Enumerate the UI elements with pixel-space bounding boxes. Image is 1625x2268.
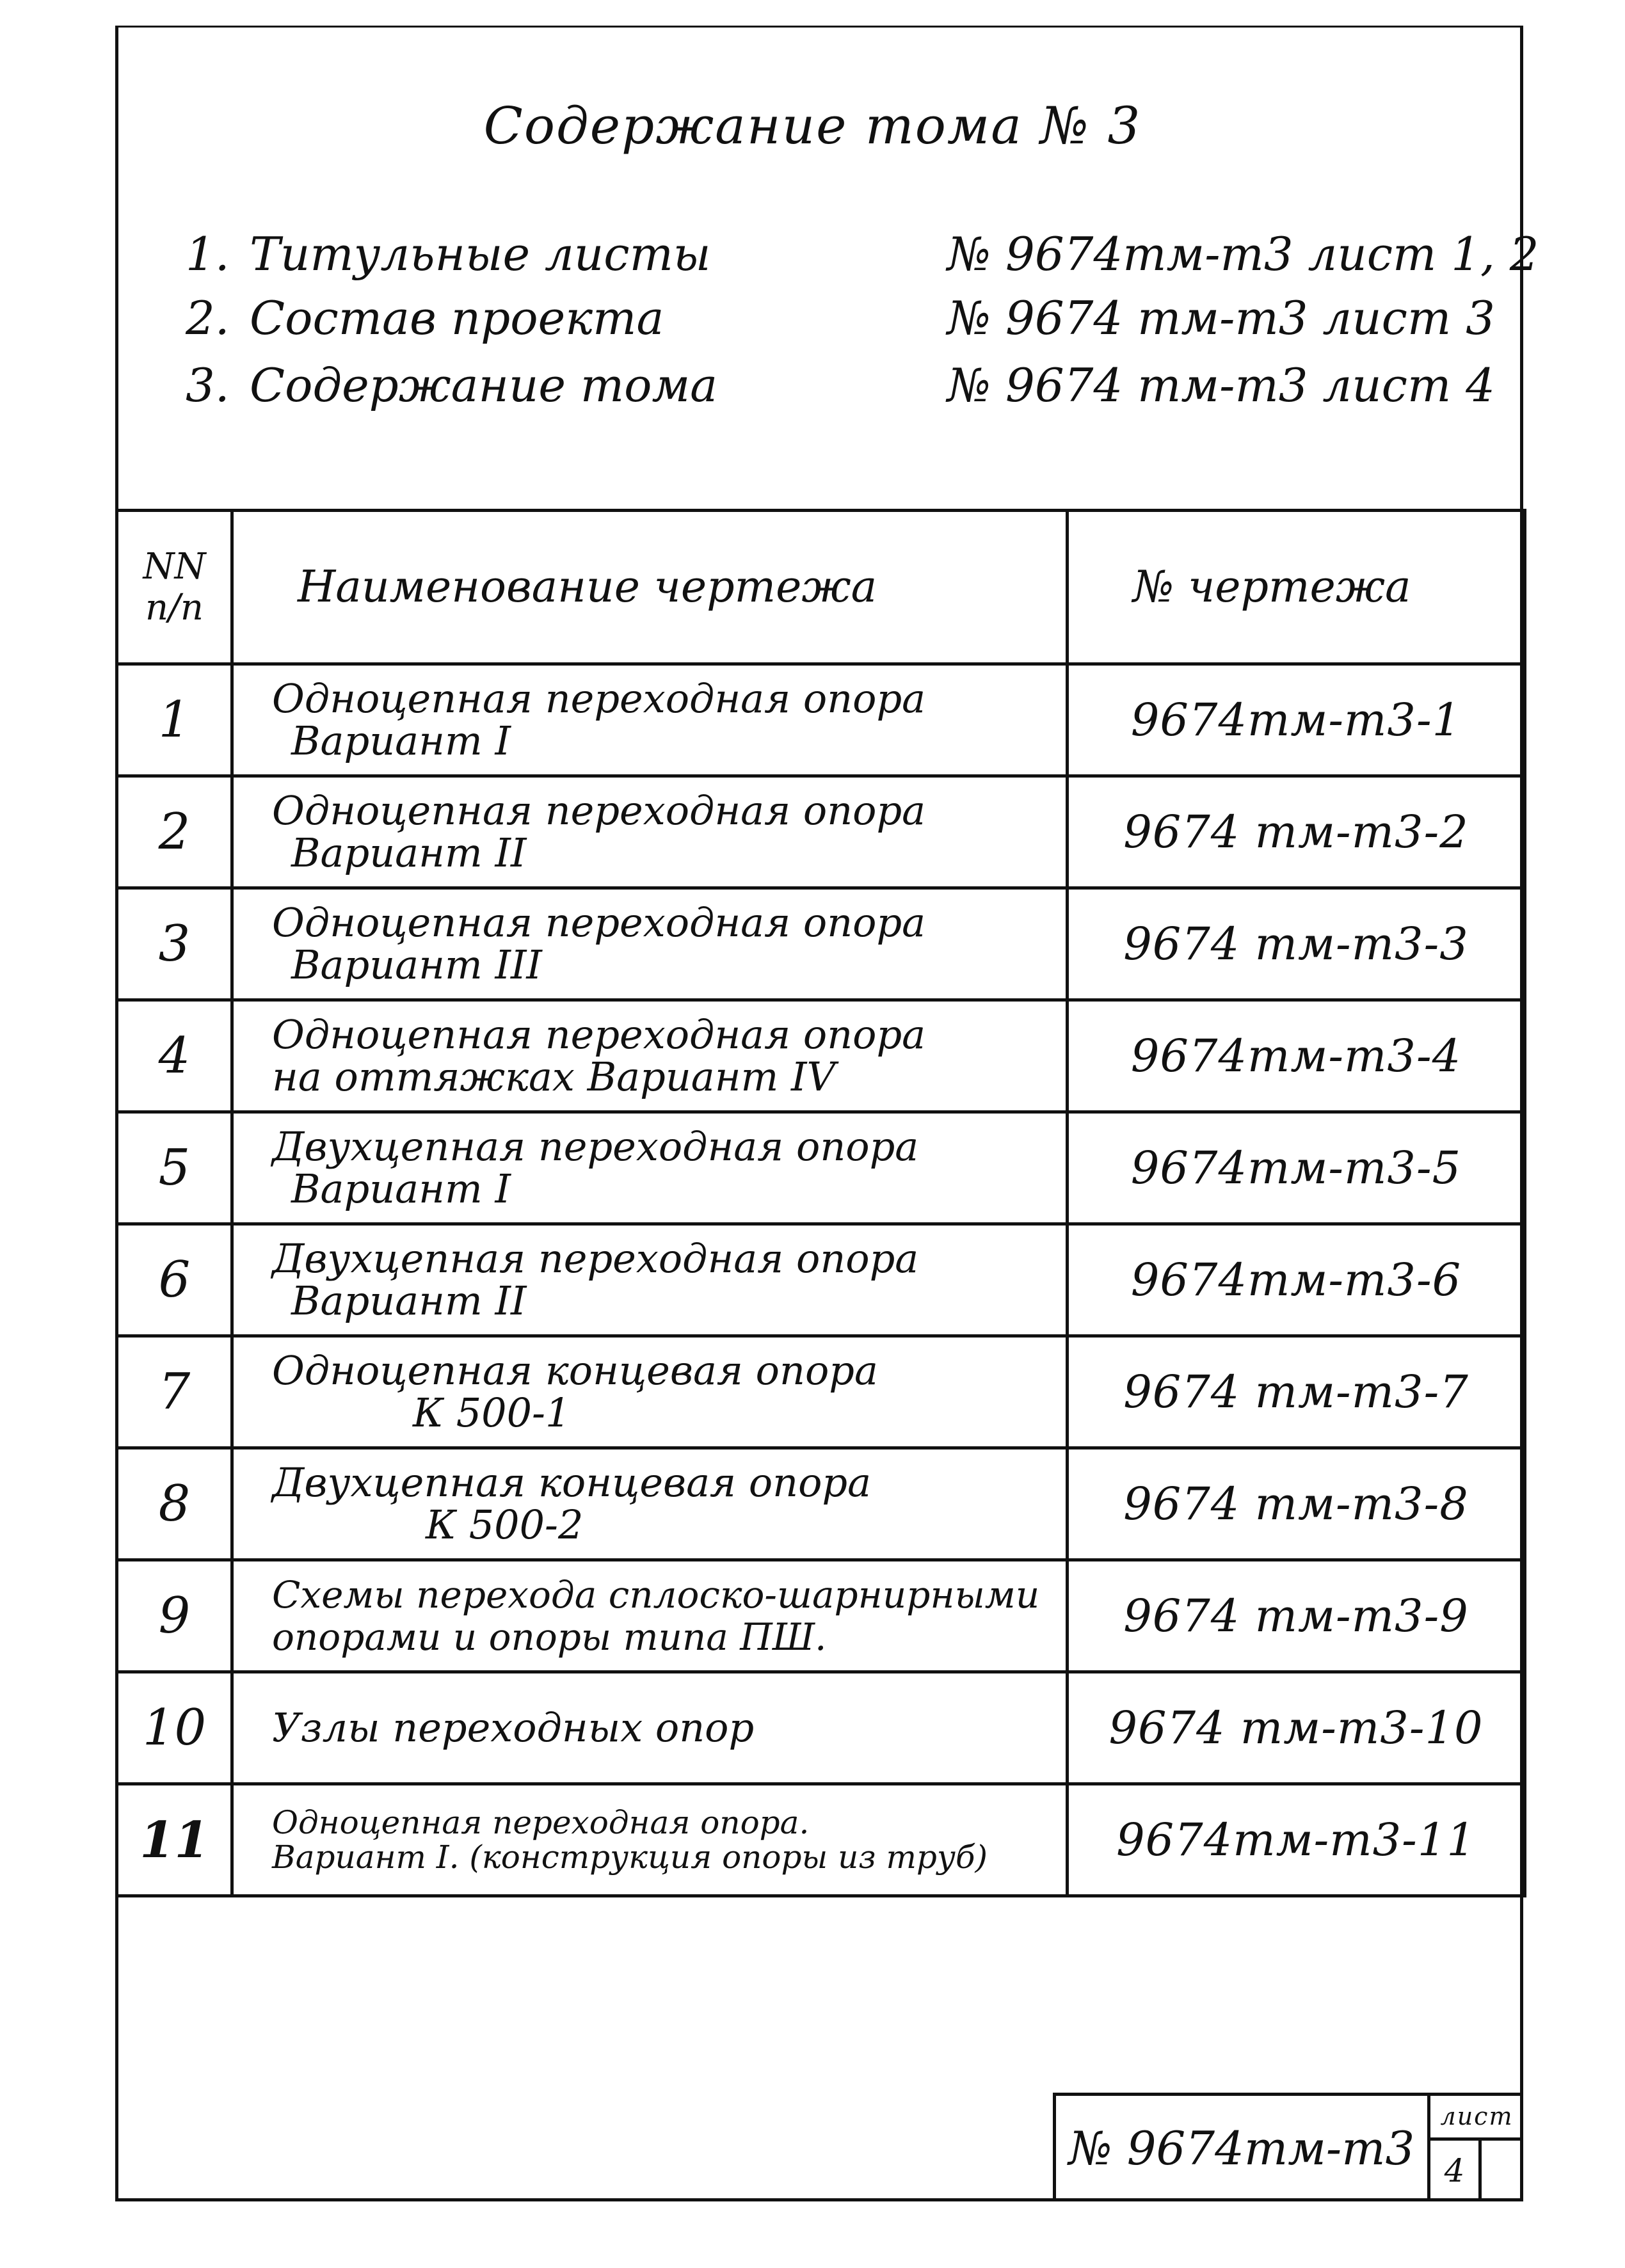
sheet-label: лист <box>1430 2096 1523 2141</box>
contents-item-index: 1. <box>186 227 230 281</box>
row-name <box>232 1112 1068 1224</box>
column-header-name: Наименование чертежа <box>232 511 1068 664</box>
table-row <box>117 888 1525 1000</box>
row-name <box>232 1784 1068 1896</box>
contents-item-index: 3. <box>186 358 230 412</box>
row-name <box>232 1224 1068 1336</box>
row-code: 9674 тм-т3-2 <box>1068 776 1525 888</box>
row-name-line2: на оттяжках Вариант IV <box>272 1053 836 1100</box>
row-code: 9674тм-т3-5 <box>1068 1112 1525 1224</box>
row-name-line1: Узлы переходных опор <box>272 1704 755 1751</box>
row-name-line1: Двухцепная концевая опора <box>272 1459 872 1506</box>
row-name-line2: Вариант II <box>291 829 527 876</box>
column-header-number-line2: п/п <box>145 586 204 628</box>
row-number: 5 <box>117 1112 232 1224</box>
row-code: 9674тм-т3-6 <box>1068 1224 1525 1336</box>
row-code: 9674 тм-т3-7 <box>1068 1336 1525 1448</box>
table-row <box>117 1784 1525 1896</box>
table-row <box>117 1336 1525 1448</box>
drawings-table <box>115 509 1526 1897</box>
row-name-line2: К 500-1 <box>413 1389 571 1436</box>
contents-item-ref: № 9674 тм-т3 лист 3 <box>947 291 1495 345</box>
row-name-line1: Одноцепная переходная опора. <box>272 1804 810 1841</box>
row-number: 10 <box>117 1672 232 1784</box>
contents-item-name: Содержание тома <box>250 358 718 412</box>
row-number: 8 <box>117 1448 232 1560</box>
row-name-line1: Одноцепная переходная опора <box>272 1011 926 1058</box>
row-name-line2: Вариант I <box>291 1165 511 1212</box>
column-header-code: № чертежа <box>1068 511 1525 664</box>
table-row <box>117 1224 1525 1336</box>
row-name <box>232 776 1068 888</box>
row-name-line1: Одноцепная переходная опора <box>272 899 926 946</box>
table-row <box>117 1560 1525 1672</box>
table-row <box>117 1448 1525 1560</box>
row-code: 9674тм-т3-11 <box>1068 1784 1525 1896</box>
row-name <box>232 888 1068 1000</box>
row-number: 4 <box>117 1000 232 1112</box>
row-name <box>232 1672 1068 1784</box>
row-code: 9674 тм-т3-10 <box>1068 1672 1525 1784</box>
sheet-number: 4 <box>1430 2141 1482 2201</box>
row-name <box>232 1448 1068 1560</box>
row-name-line2: Вариант III <box>291 941 542 988</box>
table-row <box>117 664 1525 776</box>
row-number: 6 <box>117 1224 232 1336</box>
row-code: 9674 тм-т3-9 <box>1068 1560 1525 1672</box>
row-name-line2: Вариант I <box>291 717 511 764</box>
row-number: 1 <box>117 664 232 776</box>
contents-item-name: Состав проекта <box>250 291 664 345</box>
row-name-line2: Вариант I. (конструкция опоры из труб) <box>272 1839 988 1876</box>
contents-item-index: 2. <box>186 291 230 345</box>
row-name <box>232 664 1068 776</box>
row-name-line1: Одноцепная переходная опора <box>272 787 926 834</box>
row-name-line1: Схемы перехода сплоско-шарнирными <box>272 1573 1040 1617</box>
row-name <box>232 1560 1068 1672</box>
row-name-line1: Одноцепная переходная опора <box>272 675 926 722</box>
title-block-code: № 9674тм-т3 <box>1068 2121 1415 2175</box>
column-header-number-line1: NN <box>143 545 206 587</box>
row-code: 9674тм-т3-4 <box>1068 1000 1525 1112</box>
row-name-line2: опорами и опоры типа ПШ. <box>272 1615 827 1659</box>
row-name-line1: Двухцепная переходная опора <box>272 1123 919 1170</box>
row-number: 9 <box>117 1560 232 1672</box>
row-name <box>232 1000 1068 1112</box>
row-code: 9674тм-т3-1 <box>1068 664 1525 776</box>
row-number: 11 <box>117 1784 232 1896</box>
row-name-line1: Одноцепная концевая опора <box>272 1347 878 1394</box>
row-code: 9674 тм-т3-8 <box>1068 1448 1525 1560</box>
page-title: Содержание тома № 3 <box>483 96 1142 156</box>
table-row <box>117 776 1525 888</box>
column-header-number <box>117 511 232 664</box>
row-name-line1: Двухцепная переходная опора <box>272 1235 919 1282</box>
row-number: 7 <box>117 1336 232 1448</box>
table-row <box>117 1112 1525 1224</box>
contents-item-ref: № 9674тм-т3 лист 1, 2 <box>947 227 1539 281</box>
row-code: 9674 тм-т3-3 <box>1068 888 1525 1000</box>
table-row <box>117 1672 1525 1784</box>
title-block-sheet <box>1427 2096 1523 2201</box>
contents-item-name: Титульные листы <box>250 227 711 281</box>
title-block <box>1053 2093 1523 2201</box>
row-name-line2: К 500-2 <box>426 1501 584 1548</box>
table-row <box>117 1000 1525 1112</box>
contents-item-ref: № 9674 тм-т3 лист 4 <box>947 358 1495 412</box>
row-number: 3 <box>117 888 232 1000</box>
row-name-line2: Вариант II <box>291 1277 527 1324</box>
row-number: 2 <box>117 776 232 888</box>
row-name <box>232 1336 1068 1448</box>
